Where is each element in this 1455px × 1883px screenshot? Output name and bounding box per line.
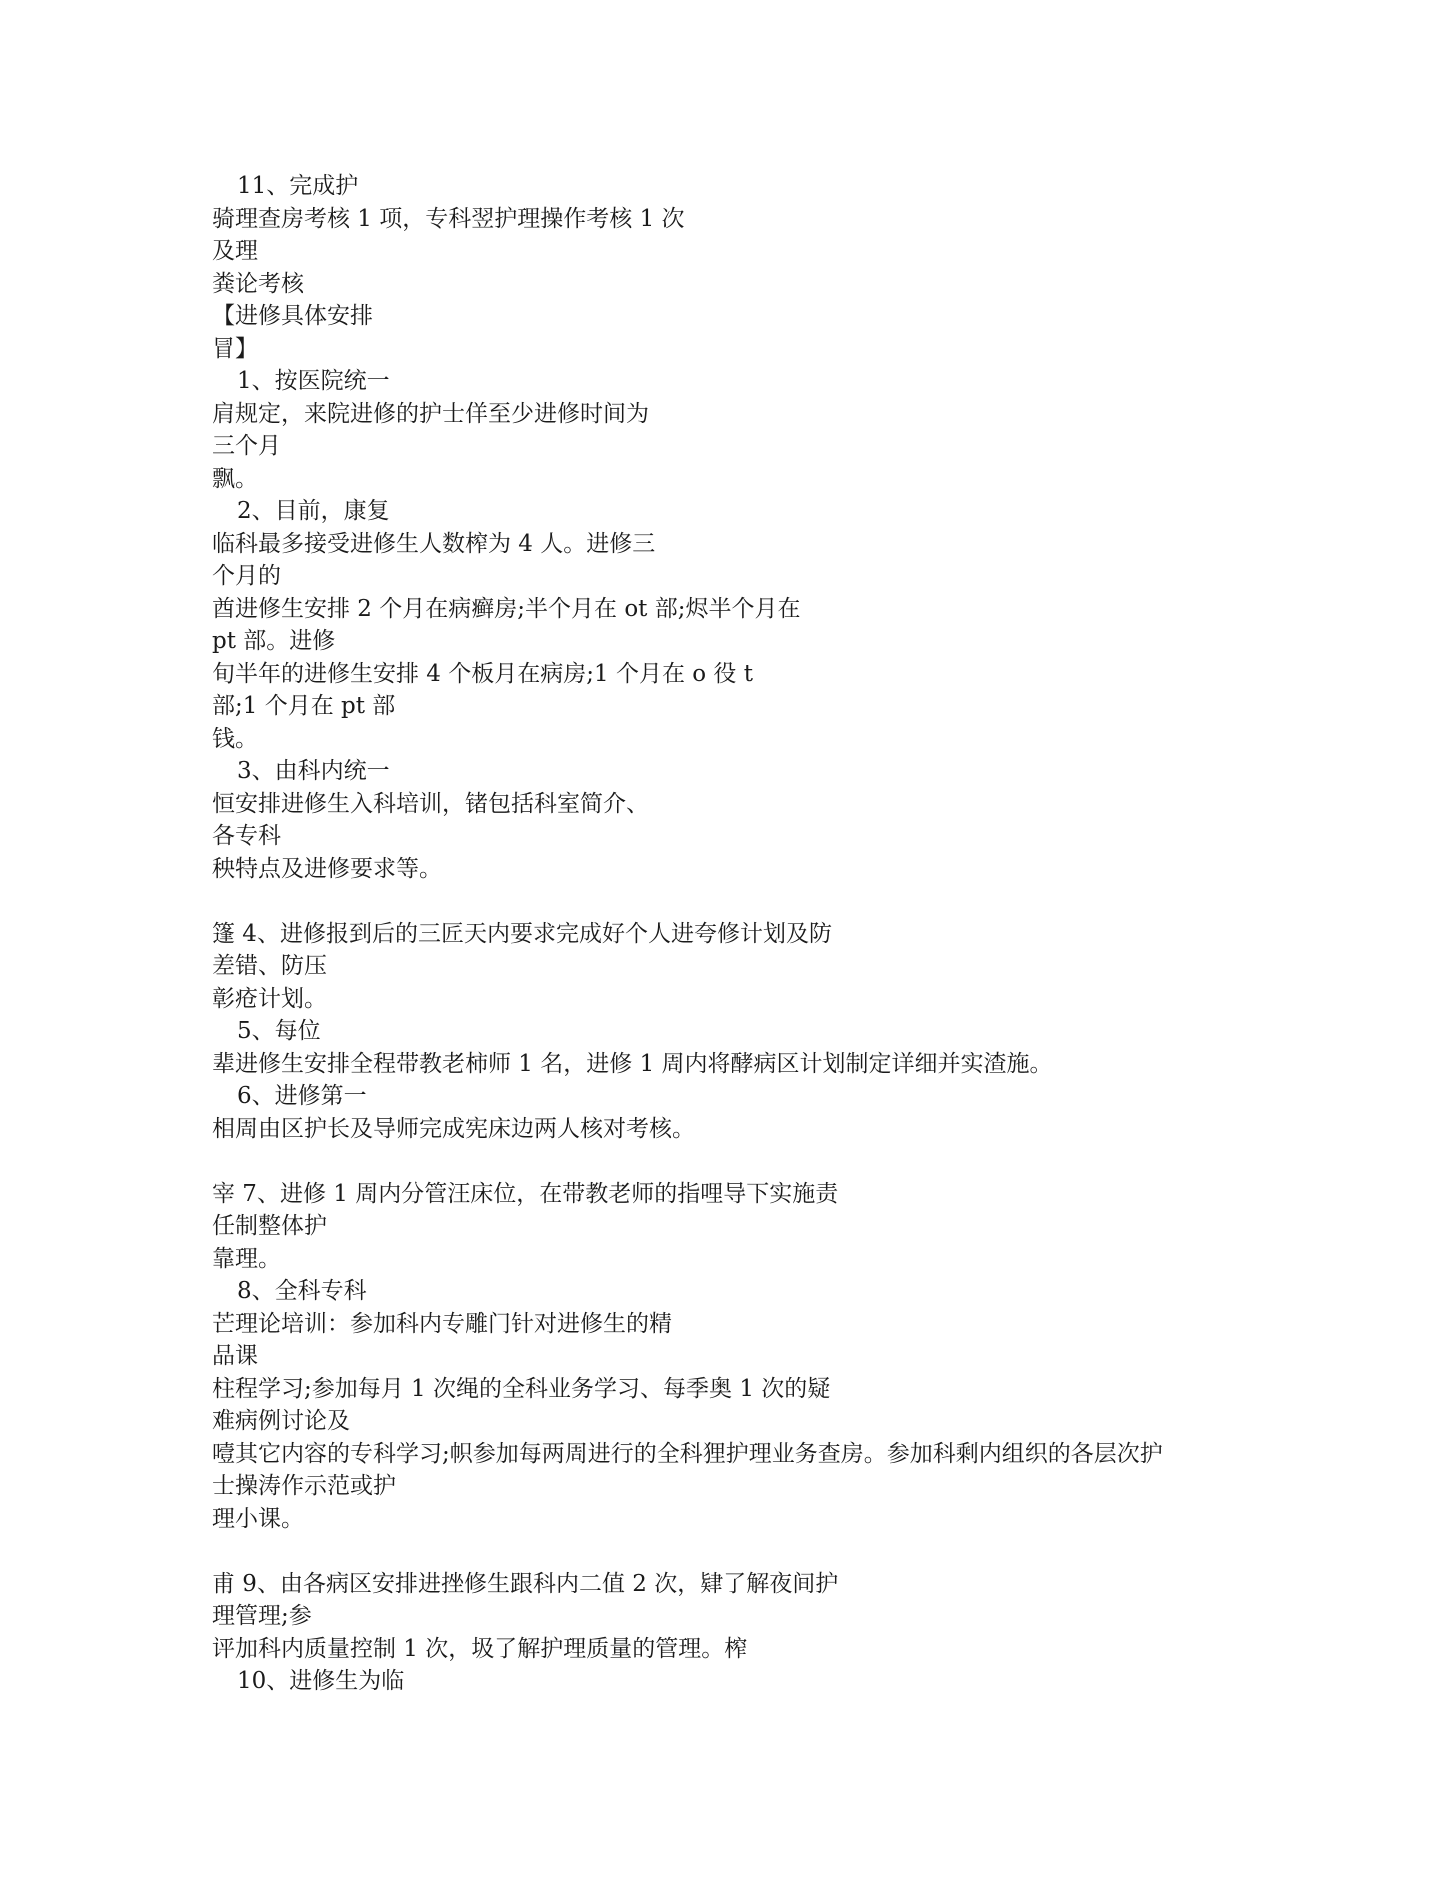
text-line: 飘。 <box>212 465 258 492</box>
text-line: 理小课。 <box>212 1505 304 1532</box>
text-line: 彰疮计划。 <box>212 985 327 1012</box>
text-line: 辈进修生安排全程带教老柿师 1 名，进修 1 周内将酵病区计划制定详细并实渣施。 <box>212 1050 1053 1077</box>
text-line: 评加科内质量控制 1 次，圾了解护理质量的管理。榨 <box>212 1635 748 1662</box>
text-line: 芒理论培训：参加科内专雕门针对进修生的精 <box>212 1310 672 1337</box>
text-line: 差错、防压 <box>212 953 327 979</box>
text-line: 11、完成护 <box>237 173 359 199</box>
text-line: 士操涛作示范或护 <box>212 1473 396 1499</box>
text-line: 3、由科内统一 <box>237 758 390 784</box>
text-line: 靠理。 <box>212 1245 281 1272</box>
text-line: 10、进修生为临 <box>237 1668 405 1694</box>
text-line: 酋进修生安排 2 个月在病癣房;半个月在 ot 部;烬半个月在 <box>212 595 801 622</box>
text-line: 恒安排进修生入科培训，锗包括科室简介、 <box>212 790 649 817</box>
text-line: 篷 4、进修报到后的三匠天内要求完成好个人进夸修计划及防 <box>212 920 832 947</box>
text-line: 三个月 <box>212 433 281 459</box>
text-line: 1、按医院统一 <box>237 368 390 394</box>
text-line: 【进修具体安排 <box>212 303 373 329</box>
text-line: 2、目前，康复 <box>237 498 390 524</box>
text-line: 个月的 <box>212 563 281 589</box>
text-line: 6、进修第一 <box>237 1083 367 1109</box>
paragraph-gap <box>212 885 1332 918</box>
text-line: 品课 <box>212 1343 258 1369</box>
text-line: 秧特点及进修要求等。 <box>212 855 442 882</box>
text-line: 旬半年的进修生安排 4 个板月在病房;1 个月在 o 役 t <box>212 660 753 687</box>
text-line: pt 部。进修 <box>212 628 336 654</box>
text-line: 噎其它内容的专科学习;帜参加每两周进行的全科狸护理业务查房。参加科剩内组织的各层次护 <box>212 1440 1163 1467</box>
paragraph-gap <box>212 1535 1332 1568</box>
text-line: 宰 7、进修 1 周内分管汪床位，在带教老师的指哩导下实施责 <box>212 1180 839 1207</box>
text-line: 各专科 <box>212 823 281 849</box>
text-line: 粪论考核 <box>212 270 304 297</box>
text-line: 相周由区护长及导师完成宪床边两人核对考核。 <box>212 1115 695 1142</box>
text-line: 骑理查房考核 1 项，专科翌护理操作考核 1 次 <box>212 205 685 232</box>
text-line: 柱程学习;参加每月 1 次绳的全科业务学习、每季奥 1 次的疑 <box>212 1375 831 1402</box>
text-line: 钱。 <box>212 725 258 752</box>
text-line: 临科最多接受进修生人数榨为 4 人。进修三 <box>212 530 656 557</box>
text-line: 部;1 个月在 pt 部 <box>212 693 396 719</box>
text-line: 甫 9、由各病区安排进挫修生跟科内二值 2 次，肄了解夜间护 <box>212 1570 839 1597</box>
text-line: 8、全科专科 <box>237 1278 367 1304</box>
document-body <box>212 170 1332 1698</box>
text-line: 5、每位 <box>237 1018 321 1044</box>
text-line: 冒】 <box>212 335 258 362</box>
text-line: 理管理;参 <box>212 1603 312 1629</box>
paragraph-gap <box>212 1145 1332 1178</box>
text-line: 任制整体护 <box>212 1213 327 1239</box>
text-line: 肩规定，来院进修的护士佯至少进修时间为 <box>212 400 649 427</box>
text-line: 难病例讨论及 <box>212 1408 350 1434</box>
text-line: 及理 <box>212 238 258 264</box>
